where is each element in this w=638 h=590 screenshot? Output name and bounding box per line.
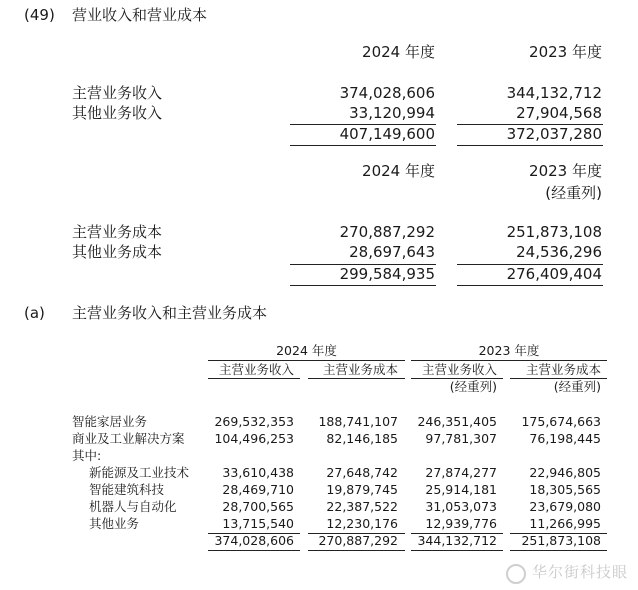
cost-col-2024: 2024 年度	[362, 162, 435, 180]
cell-rev-2024: 33,610,438	[222, 465, 294, 480]
section-title: 主营业务收入和主营业务成本	[72, 304, 268, 322]
cell-rev-2023: 31,053,073	[425, 499, 497, 514]
weibo-logo-icon	[506, 564, 526, 584]
table-total-rule	[208, 550, 300, 551]
revenue-row-2024: 374,028,606	[339, 84, 435, 102]
table-total-rule	[308, 550, 405, 551]
cell-cost-2023: 23,679,080	[529, 499, 601, 514]
total-rev-2024: 374,028,606	[214, 533, 294, 548]
cost-row-label: 其他业务成本	[72, 243, 163, 261]
segment-label: 机器人与自动化	[89, 499, 177, 514]
cost-total-2024: 299,584,935	[339, 265, 435, 283]
group-rule-2024	[208, 360, 405, 361]
segment-label: 商业及工业解决方案	[72, 431, 185, 446]
cost-row-2023: 251,873,108	[506, 223, 602, 241]
cost-total-rule	[457, 285, 603, 286]
revenue-total-2024: 407,149,600	[339, 125, 435, 143]
segment-label: 其他业务	[89, 516, 140, 531]
group-year-2023: 2023 年度	[478, 343, 540, 358]
revenue-col-2023: 2023 年度	[529, 43, 602, 61]
section-marker: (a)	[24, 304, 45, 322]
restated-note: (经重列)	[449, 379, 497, 394]
cost-total-2023: 276,409,404	[506, 265, 602, 283]
cell-cost-2023: 76,198,445	[529, 431, 601, 446]
subhead-cost-2024: 主营业务成本	[322, 362, 398, 377]
cell-rev-2024: 269,532,353	[214, 414, 294, 429]
subhead-cost-2023: 主营业务成本	[525, 362, 601, 377]
cell-rev-2023: 246,351,405	[417, 414, 497, 429]
note-title: 营业收入和营业成本	[72, 6, 208, 24]
revenue-total-2023: 372,037,280	[506, 125, 602, 143]
restated-note: (经重列)	[553, 379, 601, 394]
subhead-rule	[208, 378, 300, 379]
cell-cost-2023: 11,266,995	[529, 516, 601, 531]
cell-cost-2023: 18,305,565	[529, 482, 601, 497]
revenue-row-2024: 33,120,994	[349, 104, 435, 122]
note-number: (49)	[24, 6, 55, 24]
cost-row-2024: 28,697,643	[349, 243, 435, 261]
group-year-2024: 2024 年度	[276, 343, 337, 358]
segment-label: 智能建筑科技	[89, 482, 165, 497]
cell-cost-2023: 175,674,663	[521, 414, 601, 429]
total-cost-2023: 251,873,108	[521, 533, 601, 548]
total-rev-2023: 344,132,712	[417, 533, 497, 548]
cell-rev-2023: 97,781,307	[425, 431, 497, 446]
cell-cost-2024: 27,648,742	[326, 465, 398, 480]
cost-row-label: 主营业务成本	[72, 223, 163, 241]
cell-cost-2024: 22,387,522	[326, 499, 398, 514]
table-total-rule	[510, 550, 607, 551]
cost-total-rule	[290, 285, 436, 286]
cell-cost-2024: 12,230,176	[326, 516, 398, 531]
cost-col-2023-note: (经重列)	[545, 184, 602, 202]
cost-row-2023: 24,536,296	[516, 243, 602, 261]
cell-cost-2023: 22,946,805	[529, 465, 601, 480]
cost-row-2024: 270,887,292	[339, 223, 435, 241]
subhead-rev-2023: 主营业务收入	[421, 362, 497, 377]
group-rule-2023	[411, 360, 607, 361]
watermark: 华尔街科技眼	[531, 563, 628, 581]
segment-label: 智能家居业务	[72, 414, 148, 429]
revenue-row-2023: 27,904,568	[516, 104, 602, 122]
cost-col-2023: 2023 年度	[529, 162, 602, 180]
cell-rev-2024: 13,715,540	[222, 516, 294, 531]
cell-rev-2023: 25,914,181	[425, 482, 497, 497]
revenue-row-label: 主营业务收入	[72, 84, 163, 102]
revenue-total-rule	[457, 145, 603, 146]
cell-rev-2023: 27,874,277	[425, 465, 497, 480]
cell-rev-2024: 28,469,710	[222, 482, 294, 497]
subhead-rev-2024: 主营业务收入	[218, 362, 294, 377]
revenue-total-rule	[290, 145, 436, 146]
of-which-label: 其中:	[72, 448, 102, 463]
table-total-rule	[411, 550, 503, 551]
cell-rev-2024: 28,700,565	[222, 499, 294, 514]
cell-rev-2024: 104,496,253	[214, 431, 294, 446]
cell-rev-2023: 12,939,776	[425, 516, 497, 531]
cell-cost-2024: 19,879,745	[326, 482, 398, 497]
segment-label: 新能源及工业技术	[89, 465, 190, 480]
cell-cost-2024: 82,146,185	[326, 431, 398, 446]
subhead-rule	[308, 378, 405, 379]
revenue-col-2024: 2024 年度	[362, 43, 435, 61]
cell-cost-2024: 188,741,107	[318, 414, 398, 429]
total-cost-2024: 270,887,292	[318, 533, 398, 548]
revenue-row-2023: 344,132,712	[506, 84, 602, 102]
revenue-row-label: 其他业务收入	[72, 104, 163, 122]
